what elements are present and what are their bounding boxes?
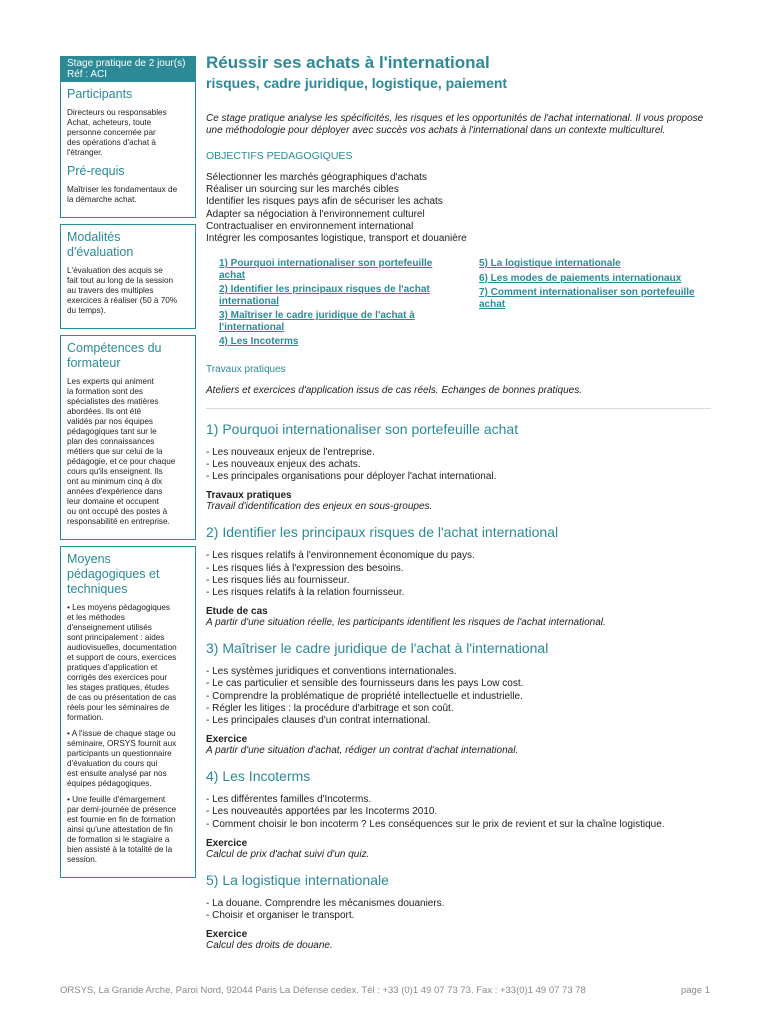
page-number: page 1 <box>680 985 710 996</box>
prereq-text: Maîtriser les fondamentaux de la démarche achat. <box>67 185 178 204</box>
sidebar-box-competences <box>60 335 196 540</box>
section-exercise-text: Calcul des droits de douane. <box>206 940 333 952</box>
main-content <box>206 52 711 951</box>
page-footer <box>60 985 710 996</box>
section-items: - Les nouveaux enjeux de l'entreprise. - Les nouveaux enjeux des achats. - Les principales organisations pour déployer l'achat international. <box>206 446 497 483</box>
section-exercise-title: Exercice <box>206 929 248 941</box>
section-1 <box>206 421 711 513</box>
toc-column-right <box>479 258 709 351</box>
section-5 <box>206 872 711 951</box>
section-exercise-title: Travaux pratiques <box>206 490 292 502</box>
section-4 <box>206 768 711 860</box>
objectives-list: Sélectionner les marchés géographiques d'achats Réaliser un sourcing sur les marchés cibles Identifier les risques pays afin de sécuriser les achats Adapter sa négociation à l'environnement culturel Contractualiser en environnement international Intégrer les composantes logistique, transport et douanière <box>206 172 467 245</box>
section-exercise-text: A partir d'une situation réelle, les participants identifient les risques de l'achat international. <box>206 617 606 629</box>
course-duration: Stage pratique de 2 jour(s) <box>67 58 186 69</box>
section-title: 1) Pourquoi internationaliser son portefeuille achat <box>206 420 519 437</box>
section-exercise-text: Travail d'identification des enjeux en sous-groupes. <box>206 501 433 513</box>
objectives-heading: OBJECTIFS PEDAGOGIQUES <box>206 150 353 162</box>
toc-link-6[interactable]: 6) Les modes de paiements internationaux <box>479 272 682 284</box>
moyens-paragraph-1: • Les moyens pédagogiques et les méthodes d'enseignement utilisés sont principalement : aides audiovisuelles, documentation et support de cours, exercices pratiques d'application et corrigés des exercices pour les stages pratiques, études de cas ou présentation de cas réels pour les séminaires de formation. <box>67 603 177 722</box>
participants-title: Participants <box>67 87 133 101</box>
section-3 <box>206 640 711 756</box>
toc-link-3[interactable]: 3) Maîtriser le cadre juridique de l'achat à l'international <box>219 310 415 333</box>
section-exercise-text: Calcul de prix d'achat suivi d'un quiz. <box>206 848 370 860</box>
divider <box>206 408 711 409</box>
competences-title: Compétences du formateur <box>67 341 162 370</box>
competences-text: Les experts qui animent la formation sont des spécialistes des matières abordées. Ils ont été validés par nos équipes pédagogiques tant sur le plan des connaissances métiers que sur celui de la pédagogie, et ce pour chaque cours qu'ils enseignent. Ils ont au minimum cinq à dix années d'expérience dans leur domaine et occupent ou ont occupé des postes à responsabilité en entreprise. <box>67 377 176 526</box>
participants-text: Directeurs ou responsables Achat, acheteurs, toute personne concernée par des opérations d'achat à l'étranger. <box>67 108 167 157</box>
sidebar-box-moyens <box>60 546 196 878</box>
moyens-title: Moyens pédagogiques et techniques <box>67 552 160 596</box>
practical-work-text: Ateliers et exercices d'application issus de cas réels. Echanges de bonnes pratiques. <box>206 384 583 396</box>
toc-link-4[interactable]: 4) Les Incoterms <box>219 336 299 348</box>
sidebar <box>60 56 196 884</box>
modalites-title: Modalités d'évaluation <box>67 230 134 259</box>
page-title: Réussir ses achats à l'international <box>206 53 490 72</box>
toc-link-7[interactable]: 7) Comment internationaliser son portefeuille achat <box>479 287 695 310</box>
section-title: 3) Maîtriser le cadre juridique de l'achat à l'international <box>206 640 549 657</box>
prereq-title: Pré-requis <box>67 164 125 178</box>
toc-column-left <box>219 258 457 351</box>
section-exercise-text: A partir d'une situation d'achat, rédiger un contrat d'achat international. <box>206 745 519 757</box>
section-title: 4) Les Incoterms <box>206 768 311 785</box>
table-of-contents <box>206 258 711 351</box>
toc-link-2[interactable]: 2) Identifier les principaux risques de l'achat international <box>219 284 430 307</box>
course-reference: Réf : ACI <box>67 69 108 80</box>
section-2 <box>206 524 711 628</box>
modalites-text: L'évaluation des acquis se fait tout au long de la session au travers des multiples exercices à réaliser (50 à 70% du temps). <box>67 266 178 315</box>
section-items: - Les systèmes juridiques et conventions internationales. - Le cas particulier et sensible des fournisseurs dans les pays Low cost. - Comprendre la problématique de propriété intellectuelle et industrielle. - Régler les litiges : la procédure d'arbitrage et son coût. - Les principales clauses d'un contrat international. <box>206 666 524 726</box>
course-duration-ref <box>61 57 195 82</box>
sidebar-box-intro <box>60 56 196 218</box>
sidebar-box-modalites <box>60 224 196 329</box>
section-exercise-title: Exercice <box>206 734 248 746</box>
section-title: 2) Identifier les principaux risques de l'achat international <box>206 524 559 541</box>
moyens-paragraph-2: • A l'issue de chaque stage ou séminaire, ORSYS fournit aux participants un questionnaire d'évaluation du cours qui est ensuite analysé par nos équipes pédagogiques. <box>67 729 177 788</box>
practical-work-heading: Travaux pratiques <box>206 363 286 375</box>
section-exercise-title: Etude de cas <box>206 606 268 618</box>
moyens-paragraph-3: • Une feuille d'émargement par demi-journée de présence est fournie en fin de formation ainsi qu'une attestation de fin de formation si le stagiaire a bien assisté à la totalité de la session. <box>67 795 177 864</box>
section-items: - Les risques relatifs à l'environnement économique du pays. - Les risques liés à l'expression des besoins. - Les risques liés au fournisseur. - Les risques relatifs à la relation fournisseur. <box>206 550 475 598</box>
section-items: - Les différentes familles d'Incoterms. - Les nouveautés apportées par les Incoterms 2010. - Comment choisir le bon incoterm ? Les conséquences sur le prix de revient et sur la chaîne logistique. <box>206 794 665 830</box>
footer-address: ORSYS, La Grande Arche, Paroi Nord, 92044 Paris La Défense cedex. Tél : +33 (0)1 49 07 73 73. Fax : +33(0)1 49 07 73 78 <box>60 985 586 996</box>
section-exercise-title: Exercice <box>206 837 248 849</box>
section-title: 5) La logistique internationale <box>206 871 389 888</box>
page-subtitle: risques, cadre juridique, logistique, paiement <box>206 75 508 91</box>
section-items: - La douane. Comprendre les mécanismes douaniers. - Choisir et organiser le transport. <box>206 897 445 921</box>
toc-link-1[interactable]: 1) Pourquoi internationaliser son portefeuille achat <box>219 258 433 281</box>
toc-link-5[interactable]: 5) La logistique internationale <box>479 258 621 270</box>
intro-paragraph: Ce stage pratique analyse les spécificités, les risques et les opportunités de l'achat international. Il vous propose une méthodologie pour déployer avec succès vos achats à l'international dans un contexte multiculturel. <box>206 113 704 136</box>
